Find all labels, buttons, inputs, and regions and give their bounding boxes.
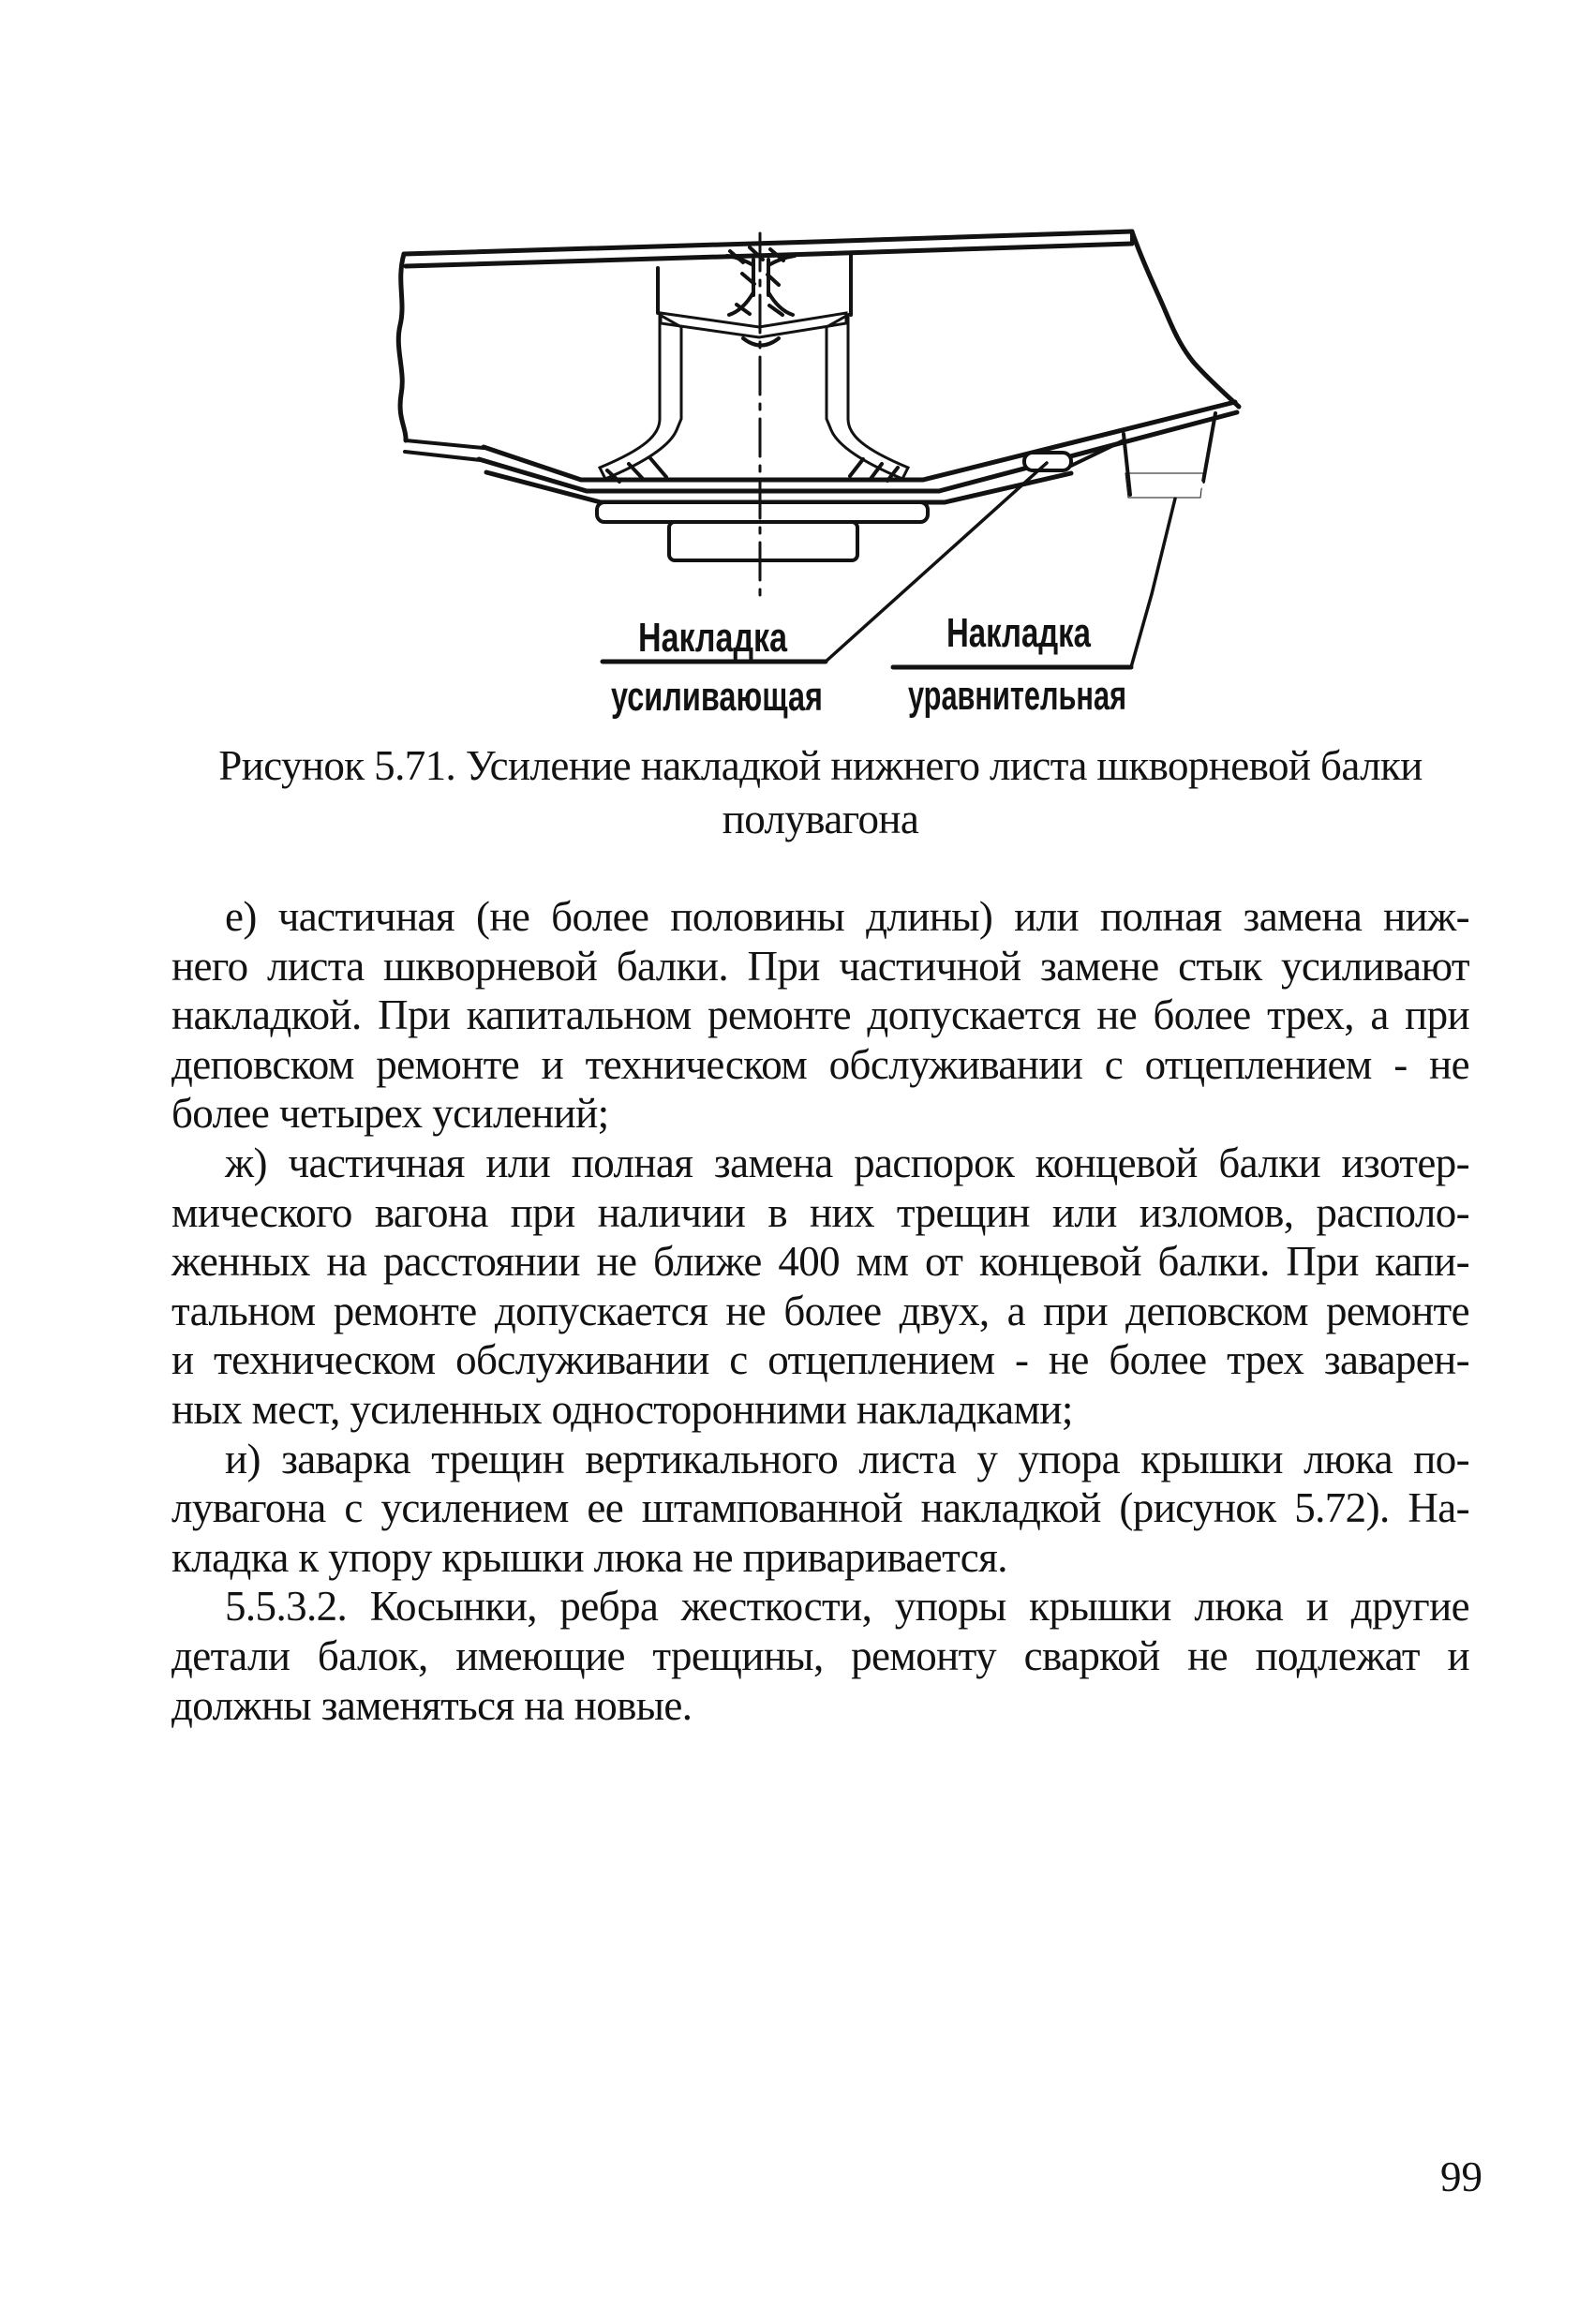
leveling-plate-label-line2: уравнительная [908,673,1126,719]
text-line: кладка к упору крышки люка не приваривается. [171,1533,1007,1581]
reinforcing-plate-label-line1: Накладка [638,615,788,661]
leveling-plate-label-line1: Накладка [946,610,1092,656]
lower-plate [669,522,857,560]
text-line: е) частичная (не более половины длины) или полная замена ниж- [225,893,1469,940]
text-line: 5.5.3.2. Косынки, ребра жесткости, упоры крышки люка и другие [225,1583,1469,1631]
reinforcing-plate [597,502,928,522]
text-line: мического вагона при наличии в них трещин или изломов, располо- [171,1188,1469,1236]
figure-caption [171,739,1469,846]
body-text [171,892,1469,1730]
text-line: женных на расстоянии не ближе 400 мм от концевой балки. При капи- [171,1238,1469,1286]
right-break-line [1132,231,1239,407]
text-line: него листа шкворневой балки. При частичной замене стык усиливают [171,942,1469,990]
leader-line-leveling [1131,499,1175,667]
figure-caption-line-2: полувагона [722,796,919,842]
text-line: детали балок, имеющие трещины, ремонту сваркой не подлежат и [171,1631,1469,1679]
text-line: и техническом обслуживании с отцеплением - не более трех заварен- [171,1336,1469,1384]
figure-drawing-bolster-beam [384,216,1274,731]
weld-band [661,313,846,337]
text-line: тальном ремонте допускается не более двух, а при деповском ремонте [171,1287,1469,1334]
text-line: накладкой. При капитальном ремонте допускается не более трех, а при [171,991,1469,1039]
text-line: более четырех усилений; [171,1090,609,1138]
bottom-flange-lines [479,402,1237,502]
left-corner-line-2 [405,452,481,460]
figure-caption-line-1: Рисунок 5.71. Усиление накладкой нижнего листа шкворневой балки [218,742,1423,789]
page-number: 99 [1440,2153,1482,2200]
text-line: и) заварка трещин вертикального листа у упора крышки люка по- [225,1435,1469,1482]
column-right-strip [827,315,908,479]
text-line: ных мест, усиленных односторонними накладками; [171,1385,1073,1433]
text-line: деповском ремонте и техническом обслуживании с отцеплением - не [171,1040,1469,1088]
plate-end-cap [1024,453,1071,470]
left-corner-line [406,440,484,448]
text-line: ж) частичная или полная замена распорок концевой балки изотер- [225,1139,1469,1186]
text-line: должны заменяться на новые. [171,1681,693,1729]
left-break-line [398,254,406,440]
column-left-strip [600,315,681,479]
text-line: лувагона с усилением ее штампованной накладкой (рисунок 5.72). На- [171,1484,1469,1532]
reinforcing-plate-label-line2: усиливающая [611,674,823,720]
